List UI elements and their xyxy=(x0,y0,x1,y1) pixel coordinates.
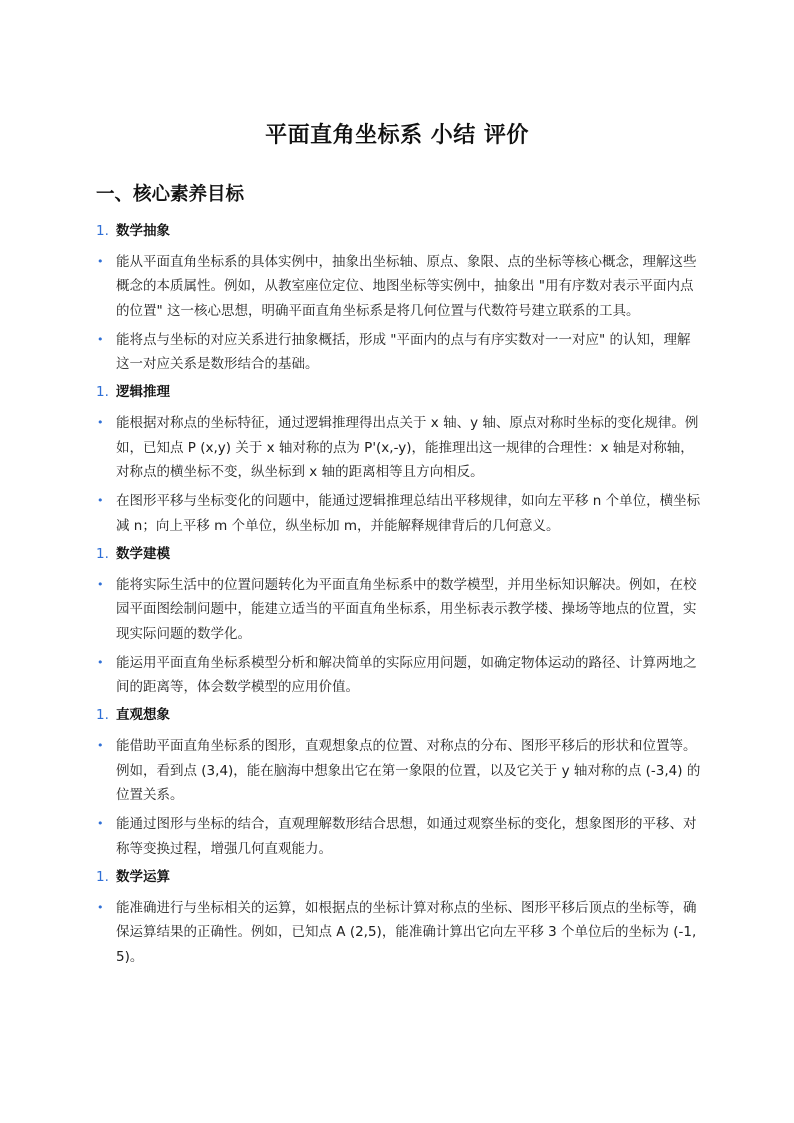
list-item-text: 能通过图形与坐标的结合，直观理解数形结合思想，如通过观察坐标的变化，想象图形的平移、对称等变换过程，增强几何直观能力。 xyxy=(116,816,697,857)
list-number: 1. xyxy=(96,223,109,239)
category-title: 数学抽象 xyxy=(116,223,170,239)
content-body xyxy=(96,220,702,974)
list-item-text: 能将点与坐标的对应关系进行抽象概括，形成 "平面内的点与有序实数对一一对应" 的认知，理解这一对应关系是数形结合的基础。 xyxy=(116,331,691,373)
bullet-icon: • xyxy=(97,577,104,591)
bullet-icon: • xyxy=(97,255,104,268)
list-item xyxy=(96,651,702,700)
list-number: 1. xyxy=(96,868,109,885)
list-item-text: 能将实际生活中的位置问题转化为平面直角坐标系中的数学模型，并用坐标知识解决。例如，在校园平面图绘制问题中，能建立适当的平面直角坐标系，用坐标表示教学楼、操场等地点的位置，实现实际问题的数学化。 xyxy=(116,576,697,642)
list-item xyxy=(96,328,702,377)
list-item xyxy=(96,411,702,484)
bullet-icon: • xyxy=(97,655,104,669)
category-title: 逻辑推理 xyxy=(116,384,170,401)
list-number: 1. xyxy=(96,384,109,401)
list-item-text: 能准确进行与坐标相关的运算，如根据点的坐标计算对称点的坐标、图形平移后顶点的坐标等，确保运算结果的正确性。例如，已知点 A (2,5)，能准确计算出它向左平移 3 个单位后的坐标为 (-1,5)。 xyxy=(116,899,697,965)
page-title: 平面直角坐标系 小结 评价 xyxy=(265,123,529,148)
list-item xyxy=(96,573,702,646)
list-item-text: 能运用平面直角坐标系模型分析和解决简单的实际应用问题，如确定物体运动的路径、计算两地之间的距离等，体会数学模型的应用价值。 xyxy=(116,654,697,696)
bullet-icon: • xyxy=(97,416,104,430)
list-number: 1. xyxy=(96,545,109,562)
category-title: 数学运算 xyxy=(116,868,170,885)
section-heading: 一、核心素养目标 xyxy=(96,184,245,205)
list-item xyxy=(96,896,702,969)
list-item-text: 能借助平面直角坐标系的图形，直观想象点的位置、对称点的分布、图形平移后的形状和位置等。例如，看到点 (3,4)，能在脑海中想象出它在第一象限的位置，以及它关于 y 轴对称的点 (-3,4) 的位置关系。 xyxy=(116,738,701,804)
bullet-icon: • xyxy=(97,494,104,508)
list-item xyxy=(96,734,702,807)
list-item xyxy=(96,812,702,861)
list-item-text: 在图形平移与坐标变化的问题中，能通过逻辑推理总结出平移规律，如向左平移 n 个单位，横坐标减 n；向上平移 m 个单位，纵坐标加 m，并能解释规律背后的几何意义。 xyxy=(116,493,701,534)
bullet-icon: • xyxy=(97,900,104,914)
list-number: 1. xyxy=(96,707,109,724)
category-heading-math-abstraction xyxy=(96,220,702,242)
list-item xyxy=(96,250,702,323)
list-item-text: 能从平面直角坐标系的具体实例中，抽象出坐标轴、原点、象限、点的坐标等核心概念，理解这些概念的本质属性。例如，从教室座位定位、地图坐标等实例中，抽象出 "用有序数对表示平面内点的位置" 这一核心思想，明确平面直角坐标系是将几何位置与代数符号建立联系的工具。 xyxy=(116,254,697,319)
bullet-icon: • xyxy=(97,817,104,831)
category-heading-logical-reasoning xyxy=(96,381,702,403)
category-title: 直观想象 xyxy=(116,707,170,724)
list-item xyxy=(96,489,702,538)
bullet-icon: • xyxy=(97,332,104,346)
category-heading-intuitive-imagination xyxy=(96,704,702,726)
list-item-text: 能根据对称点的坐标特征，通过逻辑推理得出点关于 x 轴、y 轴、原点对称时坐标的变化规律。例如，已知点 P (x,y) 关于 x 轴对称的点为 P'(x,-y)，能推理出这一规律的合理性：x 轴是对称轴，对称点的横坐标不变，纵坐标到 x 轴的距离相等且方向相反。 xyxy=(116,415,699,481)
bullet-icon: • xyxy=(97,739,104,753)
category-heading-math-operations xyxy=(96,866,702,888)
category-heading-math-modeling xyxy=(96,543,702,565)
category-title: 数学建模 xyxy=(116,545,170,562)
